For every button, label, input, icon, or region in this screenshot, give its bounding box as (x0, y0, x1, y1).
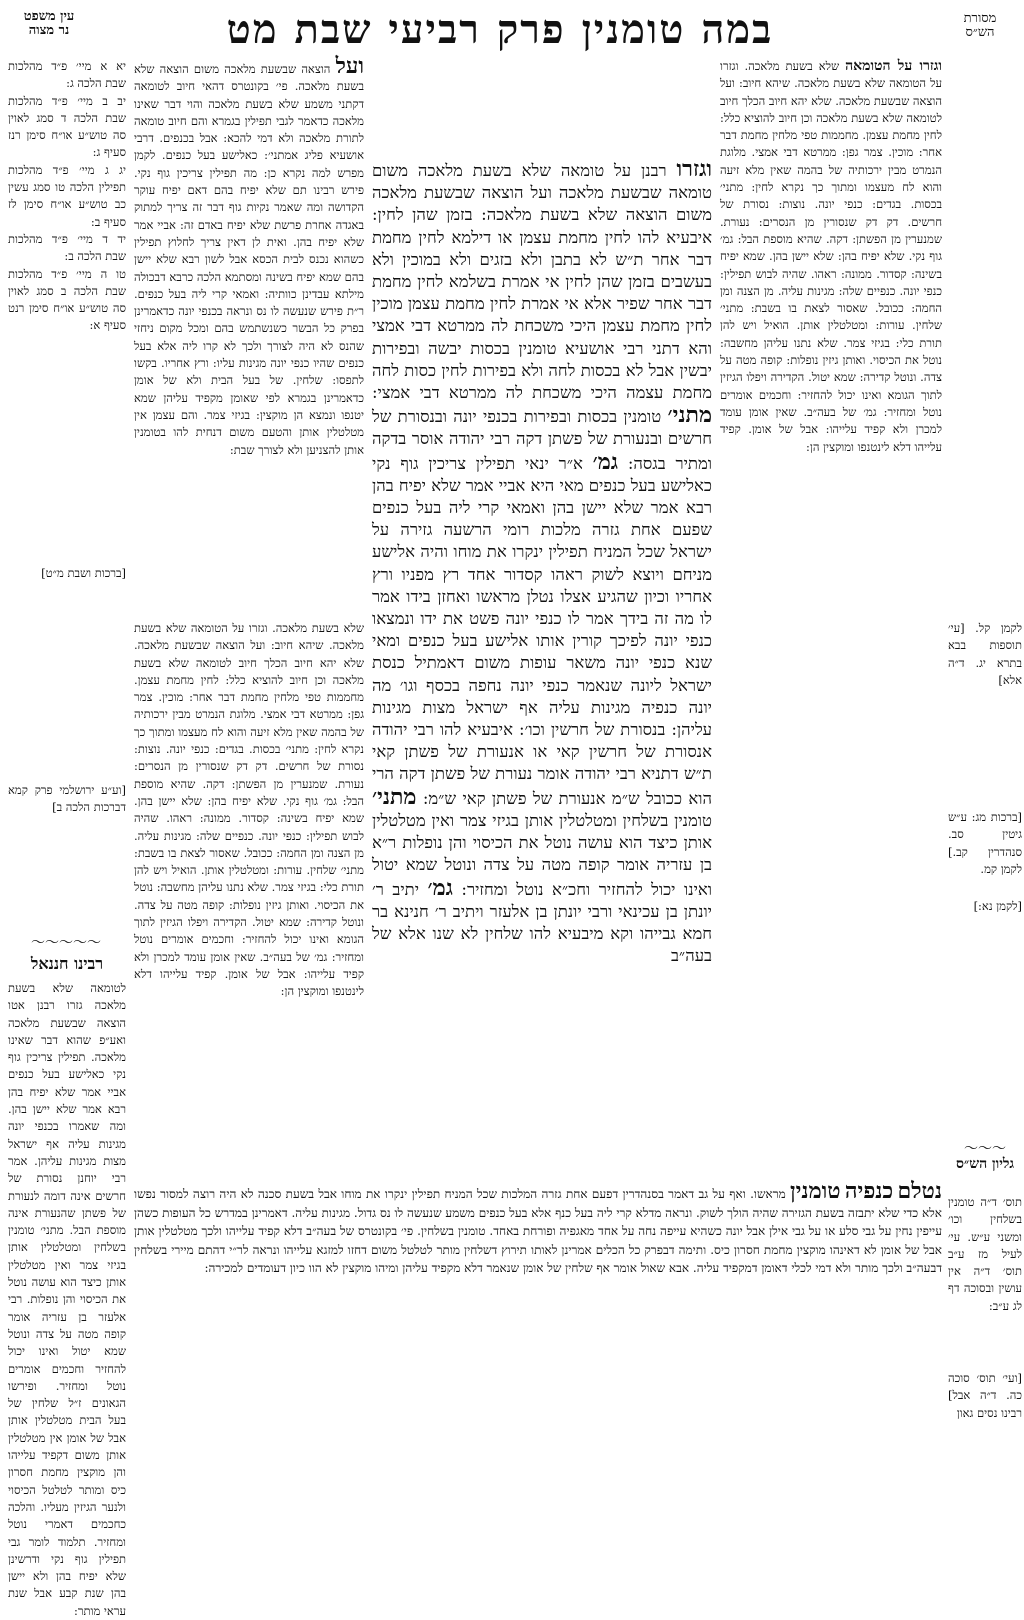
page-header (0, 4, 1024, 56)
rabbeinu-chananel-text: לטומאה שלא בשעת מלאכה גזרו רבנן אטו הוצאה שבשעת מלאכה ואע״פ שהוא דבר שאינו מלאכה. תפילין צריכין גוף נקי כאלישע בעל כנפים אביי אמר שלא יפיח בהן רבא אמר שלא יישן בהן. ומה שאמרו בכנפי יונה מגינות עליה אף ישראל מצות מגינות עליהן. אמר רבי יוחנן נסורת של חרשים אינה דומה לנעורת של פשתן שהנעורת אינה מוספת הבל. מתני׳ טומנין בשלחין ומטלטלין אותן בגיזי צמר ואין מטלטלין אותן כיצד הוא עושה נוטל את הכיסוי והן נופלות. רבי אלעזר בן עזריה אומר קופה מטה על צדה ונוטל שמא יטול ואינו יכול להחזיר וחכמים אומרים נוטל ומחזיר. ופירשו הגאונים ז״ל שלחין של בעל הבית מטלטלין אותן אבל של אומן אין מטלטלין אותן משום דקפיד עלייהו והן מוקצין מחמת חסרון כיס ומותר לטלטל הכיסוי ולנער הגיזין מעליו. והלכה כחכמים דאמרי נוטל ומחזיר. תלמוד לומר גבי תפילין גוף נקי ודרשינן שלא יפיח בהן ולא יישן בהן שנת קבע אבל שנת עראי מותר: (8, 981, 126, 1618)
gilyon-hashas-text: תוס׳ ד״ה טומנין בשלחין וכו׳ ומשני ע״ש. עי׳ לעיל מז ע״ב תוס׳ ד״ה אין עושין ובסוכה דף לג ע״ב: (948, 1195, 1022, 1313)
ein-mishpat-entry: טו ה מיי׳ פ״ד מהלכות שבת הלכה ב סמג לאוין סה טוש״ע או״ח סימן רנט סעיף א: (8, 266, 126, 333)
rashi-column (720, 58, 942, 1178)
page-title: במה טומנין פרק רביעי שבת מט (226, 6, 774, 53)
gemara-label: גמ׳ (592, 448, 619, 475)
ein-mishpat-entry: יד ד מיי׳ פ״ד מהלכות שבת הלכה ב: (8, 231, 126, 264)
mesoret-hashas-label: מסורת הש״ס (963, 11, 997, 41)
gemara-label-2: גמ׳ (427, 874, 453, 901)
yerushalmi-note: [וע״ע ירושלמי פרק קמא דברכות הלכה ב] (8, 783, 126, 815)
mishna-label: מתני׳ (667, 402, 712, 429)
divider-ornament: 〜〜〜〜〜 (31, 935, 101, 951)
rashi-dibur-title: וגזרו על הטומאה (845, 58, 943, 74)
rabbeinu-chananel-title: רבינו חננאל (30, 954, 104, 973)
mesoret-note: [לקמן נא:] (973, 899, 1022, 914)
gemara-opening-word: וגזרו (676, 156, 712, 182)
ein-mishpat-column (8, 58, 126, 1058)
tosafot-text-continued: שלא בשעת מלאכה. וגזרו על הטומאה שלא בשעת מלאכה. שיהא חיוב: ועל הוצאה שבשעת מלאכה. שלא יהא חיוב הכלך חיוב לטומאה שלא בשעת מלאכה וכן חיוב להוציא כלל: לחין מחמת עצמן. מחממות טפי מלחין מחמת דבר אחר: מוכין. צמר גפן: ממרטא דבי אמצי. מלוגת הנמרט מבין ירכותיה של בהמה שאין מלא זיעה והוא לח מעצמו ומתוך כך נקרא לחין: מתני׳ בכסות. בגדים: כנפי יונה. נוצות: נסורת של חרשים. דק דק שנסורין מן הנסרים: נעורת. שמנערין מן הפשתן: דקה. שהיא מוספת הבל: גמ׳ גוף נקי. שלא יפיח בהן: שלא יישן בהן. שמא יפיח בשינה: קסדור. ממונה: ראהו. שהיה לבוש תפילין: כנפי יונה. כנפיים שלה: מגינות עליה. מן הצנה ומן החמה: ככובל. שאסור לצאת בו בשבת: מתני׳ שלחין. עורות: ומטלטלין אותן. הואיל ויש להן תורת כלי: בגיזי צמר. שלא נתנו עליהן מחשבה: נוטל את הכיסוי. ואותן גיזין נופלות: קופה מטה על צדה. ונוטל קדירה: שמא יטול. הקדירה ויפלו הגיזין לתוך הגומא ואינו יכול להחזיר: וחכמים אומרים נוטל ומחזיר: גמ׳ של בעה״ב. שאין אומן עומד למכרן ולא קפיד עלייהו: אבל של אומן. קפיד עלייהו דלא לינטנפו ומוקצין הן: (134, 621, 364, 999)
ein-mishpat-label: עין משפט נר מצוה (23, 9, 75, 39)
small-note: [ברכות ושבת מ״ט] (41, 565, 126, 580)
ein-mishpat-entry: יא א מיי׳ פ״ד מהלכות שבת הלכה ג: (8, 59, 126, 91)
bottom-dibur-2: כנפיה (844, 1178, 894, 1204)
mesoret-note: [ברכות מג: ע״ש גיטין סב. סנהדרין קב.] לקמן קמ. (948, 810, 1022, 877)
mishna-text: טומנין בכסות ובפירות בכנפי יונה ובנסורת של חרשים ובנעורת של פשתן דקה רבי יהודה אוסר בדקה ומתיר בגסה: (372, 407, 712, 473)
tosafot-dibur-title: ועל (335, 53, 365, 79)
gilyon-hashas-title: גליון הש״ס (955, 1156, 1015, 1172)
bottom-commentary-text: מראשו. ואף על גב דאמר בסנהדרין דפעם אחת גזרה המלכות שכל המניח תפילין ינקרו את מוחו אבל בשעת סכנה לא היה רוצה למסור נפשו אלא כדי שלא יתבזה בשעת הגזירה שהיה הולך לשוק. ונראה מדלא קרי ליה בעל כנף אלא בעל כנפים משמע שנעשה לו נס גדול. מגינות עליה. דאמרינן במדרש כל העופות כשהן עייפין נחין על גבי סלע או על גבי אילן אבל יונה כשהיא עייפה נחה על אחד מאגפיה ופורחת באחד. טומנין בשלחין. פי׳ בקונטרס של בעה״ב דלא קפיד עלייהו ולכך מטלטלין אותן אבל של אומן לא דאינהו מוקצין מחמת חסרון כיס. ותימה דבפרק כל הכלים אמרינן לאותו תירוץ דשלחין מותר לטלטל משום דחזו למזגא עלייהו ונראה לר״י דהתם מיירי בשלחין דבעה״ב ולכך מותר ולא דמי לכלי דאומן דמקפיד עליה. אבא שאול אומר אף שלחין של אומן שנאמר דלא מקפיד עליהן ומיהו מוקצין לא הוו כיון דעומדים למכירה: (134, 1187, 942, 1275)
bottom-dibur-1: נטלם (897, 1178, 942, 1204)
bottom-commentary (134, 1178, 942, 1534)
ein-mishpat-entry: יב ב מיי׳ פ״ד מהלכות שבת הלכה ד סמג לאוין סה טוש״ע או״ח סימן רנז סעיף ג: (8, 93, 126, 160)
divider-ornament: 〜〜〜 (964, 1141, 1006, 1157)
gemara-text-2: יתיב ר׳ יונתן בן עכינאי ורבי יונתן בן אלעזר ויתיב ר׳ חנינא בר חמא גבייהו וקא מיבעיא להו שלחין לא שנו אלא של בעה״ב (372, 879, 712, 966)
mishna-text-2: טומנין בשלחין ומטלטלין אותן בגיזי צמר ואין מטלטלין אותן כיצד הוא עושה נוטל את הכיסוי והן נופלות ר״א בן עזריה אומר קופה מטה על צדה ונוטל שמא יטול ואינו יכול להחזיר וחכ״א נוטל ומחזיר: (372, 810, 713, 899)
mesoret-notes (948, 620, 1022, 920)
right-bottom-note: [ועי׳ תוס׳ סוכה כה. ד״ה אבל] רבינו נסים גאון (948, 1371, 1022, 1420)
mesoret-note: לקמן קל. [עי׳ תוספות בבא בתרא יג. ד״ה אלא] (948, 621, 1022, 687)
gemara-text: א״ר ינאי תפילין צריכין גוף נקי כאלישע בעל כנפים מאי היא אביי אמר שלא יפיח בהן רבא אמר שלא יישן בהן ואמאי קרי ליה בעל כנפים שפעם אחת גזרה מלכות רומי הרשעה גזירה על ישראל שכל המניח תפילין ינקרו את מוחו והיה אלישע מניחם ויוצא לשוק ראהו קסדור אחד רץ מפניו ורץ אחריו וכיון שהגיע אצלו נטלן מראשו ואחזן בידו אמר לו מה זה בידך אמר לו כנפי יונה פשט את ידו ונמצאו כנפי יונה לפיכך קורין אותו אלישע בעל כנפים ומאי שנא כנפי יונה משאר עופות משום דאמתיל כנסת ישראל ליונה שנאמר כנפי יונה נחפה בכסף וגו׳ מה יונה כנפיה מגינות עליה אף ישראל מצות מגינות עליהן: בנסורת של חרשין וכו׳: איבעיא להו רבי יהודה אנסורת של חרשין קאי או אנעורת של פשתן קאי ת״ש דתניא רבי יהודה אומר נעורת של פשתן דקה הרי הוא ככובל ש״מ אנעורת של פשתן קאי ש״מ: (372, 453, 712, 808)
mishna-label-2: מתני׳ (372, 783, 417, 810)
rashi-text: שלא בשעת מלאכה. וגזרו על הטומאה שלא בשעת מלאכה. שיהא חיוב: ועל הוצאה שבשעת מלאכה. שלא יהא חיוב הכלך חיוב לטומאה שלא בשעת מלאכה וכן חיוב להוציא כלל: לחין מחמת עצמן. מחממות טפי מלחין מחמת דבר אחר: מוכין. צמר גפן: ממרטא דבי אמצי. מלוגת הנמרט מבין ירכותיה של בהמה שאין מלא זיעה והוא לח מעצמו ומתוך כך נקרא לחין: מתני׳ בכסות. בגדים: כנפי יונה. נוצות: נסורת של חרשים. דק דק שנסורין מן הנסרים: נעורת. שמנערין מן הפשתן: דקה. שהיא מוספת הבל: גמ׳ גוף נקי. שלא יפיח בהן: שלא יישן בהן. שמא יפיח בשינה: קסדור. ממונה: ראהו. שהיה לבוש תפילין: כנפי יונה. כנפיים שלה: מגינות עליה. מן הצנה ומן החמה: ככובל. שאסור לצאת בו בשבת: מתני׳ שלחין. עורות: ומטלטלין אותן. הואיל ויש להן תורת כלי: בגיזי צמר. שלא נתנו עליהן מחשבה: נוטל את הכיסוי. ואותן גיזין נופלות: קופה מטה על צדה. ונוטל קדירה: שמא יטול. הקדירה ויפלו הגיזין לתוך הגומא ואינו יכול להחזיר: וחכמים אומרים נוטל ומחזיר: גמ׳ של בעה״ב. שאין אומן עומד למכרן ולא קפיד עלייהו: אבל של אומן. קפיד עלייהו דלא לינטנפו ומוקצין הן: (720, 59, 942, 454)
gemara-body: רבנן על טומאה שלא בשעת מלאכה משום טומאה שבשעת מלאכה ועל הוצאה שבשעת מלאכה משום הוצאה שלא בשעת מלאכה: בזמן שהן לחין: איבעיא להו לחין מחמת עצמן או דילמא לחין מחמת דבר אחר ת״ש לא בתבן ולא בזגים ולא במוכין ולא בעשבים בזמן שהן לחין אי אמרת בשלמא לחין מחמת דבר אחר שפיר אלא אי אמרת לחין מחמת עצמן מוכין לחין מחמת עצמן היכי משכחת לה ממרטא דבי אמצי והא דתני רבי אושעיא טומנין בכסות יבשה ובפירות יבשין אבל לא בכסות לחה ולא בפירות לחין כסות לחה מחמת עצמה היכי משכחת לה ממרטא דבי אמצי: (372, 161, 712, 403)
ein-mishpat-entry: יג ג מיי׳ פ״ד מהלכות תפילין הלכה טו סמג עשין כב טוש״ע או״ח סימן לז סעיף ב: (8, 162, 126, 229)
tosafot-column (134, 53, 365, 618)
gemara-main-text (372, 158, 712, 1168)
tosafot-continuation (134, 620, 364, 1180)
bottom-dibur-3: טומנין (790, 1178, 841, 1204)
tosafot-text: הוצאה שבשעת מלאכה משום הוצאה שלא בשעת מלאכה. פי׳ בקונטרס דהאי חיוב לטומאה דקתני משמע שלא בשעת מלאכה והוי דבר שאינו מלאכה כדאמר לגבי תפילין בגמרא והם חיוב טומאה לתורת מלאכה ולא דמי להכא: אבל בכנפים. דרבי אושעיא פליג אמתני׳: כאלישע בעל כנפים. לקמן מפרש למה נקרא כן: מה תפילין צריכין גוף נקי. פירש רבינו תם שלא יפיח בהם דאם יפיח עוקר הקדושה ומה שאמר נקיות גוף דבר זה צריך למתוק באגדה אחרת פרשת שלא יפיח באדם זה: אביי אמר שלא יפיח בהן. ואית לן דאין צריך לחלוץ תפילין כשהוא נכנס לבית הכסא אבל לשון רבא שלא יישן בהם שמא יפיח בשינה ומסתמא הלכה כרבא דבכולה מילתא עבדינן כוותיה: ואמאי קרי ליה בעל כנפים. ר״ת פירש שנעשה לו נס ונראה בכנפי יונה כדאמרינן בפרק כל הבשר כשנשתמש בהם ומכל מקום ניחזי שהנס לא היה לצורך ולכך לא קרו ליה אלא בעל כנפים שהיו כנפי יונה מגינות עליו: ורץ אחריו. בקשו לתפסו: שלחין. של בעל הבית ולא של אומן כדאמרינן בגמרא לפי שאומן מקפיד עליהן שמא יטנפו ונמצא הן מוקצין: בגיזי צמר. והם עצמן אין מטלטלין אותן והטעם משום דנחית להו בטומנין אותן להצניען ולא לצורך שבת: (134, 62, 364, 457)
